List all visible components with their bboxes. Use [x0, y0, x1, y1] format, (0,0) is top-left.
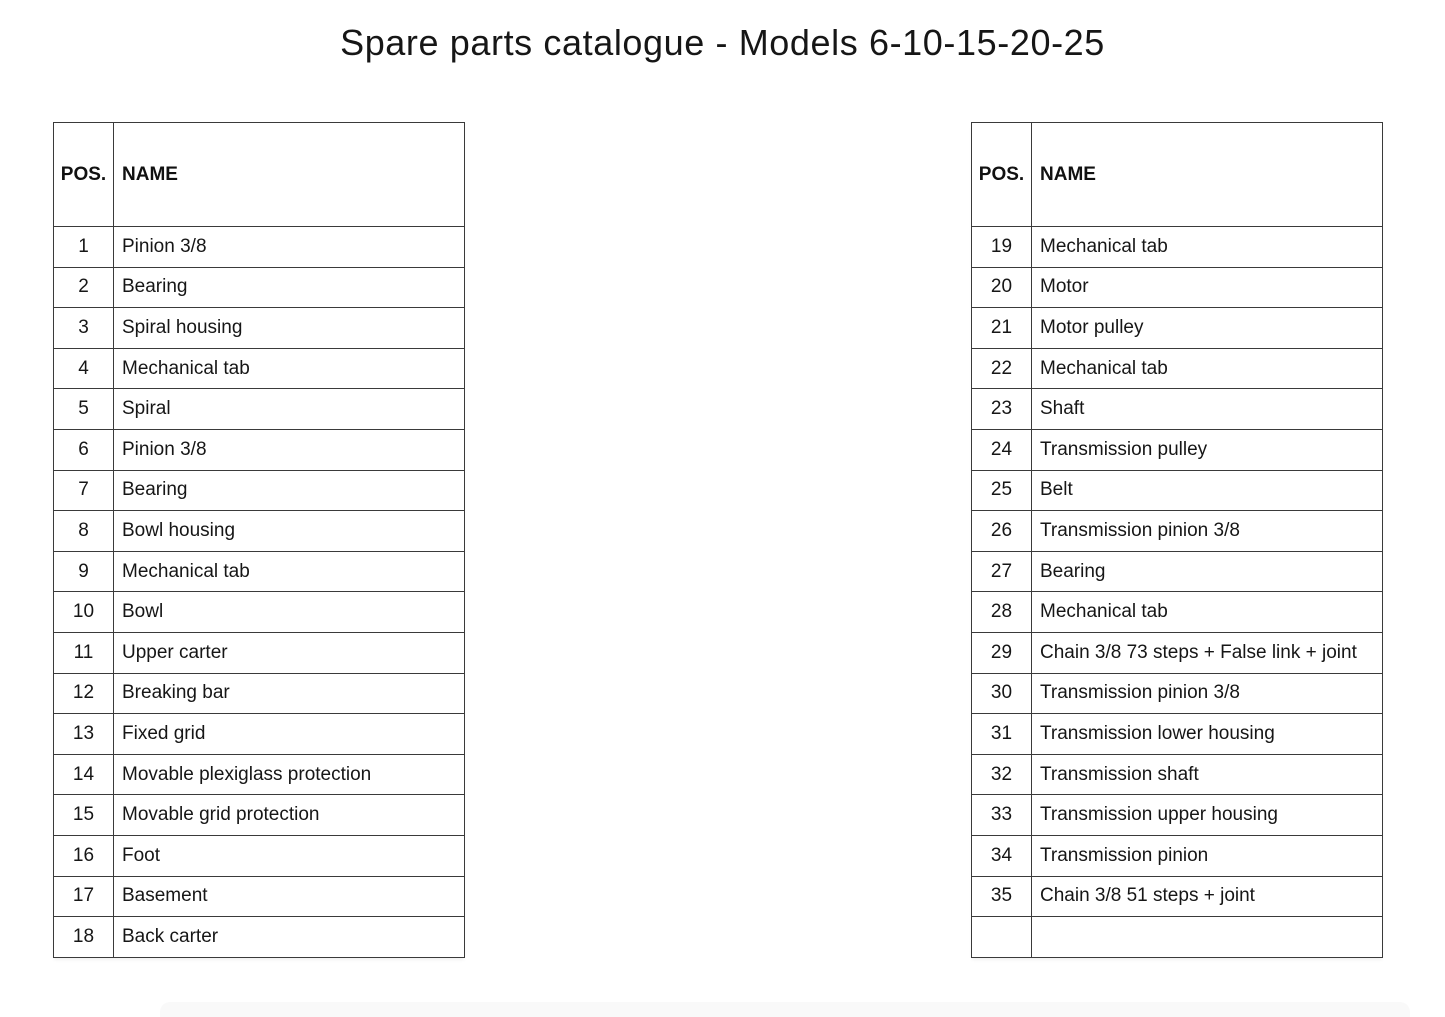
pos-cell: 17: [54, 876, 114, 917]
pos-cell: 7: [54, 470, 114, 511]
name-column-header: NAME: [114, 123, 465, 227]
table-header-row: [54, 123, 465, 227]
name-cell: Transmission shaft: [1032, 754, 1383, 795]
name-cell: Mechanical tab: [1032, 348, 1383, 389]
page-title: Spare parts catalogue - Models 6-10-15-20-25: [340, 22, 1105, 63]
table-row: [54, 267, 465, 308]
table-row: [972, 389, 1383, 430]
pos-cell: 35: [972, 876, 1032, 917]
pos-column-header: POS.: [54, 123, 114, 227]
pos-cell: 28: [972, 592, 1032, 633]
pos-cell: [972, 917, 1032, 958]
name-cell: Bowl housing: [114, 511, 465, 552]
name-cell: Bowl: [114, 592, 465, 633]
table-row: [972, 429, 1383, 470]
name-cell: Motor pulley: [1032, 308, 1383, 349]
table-row: [54, 429, 465, 470]
pos-cell: 22: [972, 348, 1032, 389]
table-row: [54, 714, 465, 755]
spare-parts-table-left: [53, 122, 465, 958]
name-cell: Spiral housing: [114, 308, 465, 349]
pos-cell: 26: [972, 511, 1032, 552]
pos-cell: 19: [972, 227, 1032, 268]
table-row: [972, 511, 1383, 552]
pos-cell: 34: [972, 835, 1032, 876]
name-cell: Motor: [1032, 267, 1383, 308]
name-cell: Spiral: [114, 389, 465, 430]
pos-cell: 8: [54, 511, 114, 552]
pos-cell: 12: [54, 673, 114, 714]
pos-cell: 16: [54, 835, 114, 876]
name-cell: Back carter: [114, 917, 465, 958]
name-cell: Bearing: [114, 470, 465, 511]
table-header-row: [972, 123, 1383, 227]
table-row: [972, 551, 1383, 592]
table-row: [972, 876, 1383, 917]
name-cell: Fixed grid: [114, 714, 465, 755]
pos-cell: 3: [54, 308, 114, 349]
pos-cell: 27: [972, 551, 1032, 592]
pos-cell: 11: [54, 632, 114, 673]
pos-cell: 2: [54, 267, 114, 308]
name-cell: Chain 3/8 51 steps + joint: [1032, 876, 1383, 917]
name-cell: Movable grid protection: [114, 795, 465, 836]
name-cell: [1032, 917, 1383, 958]
pos-cell: 18: [54, 917, 114, 958]
table-row: [972, 673, 1383, 714]
pos-cell: 25: [972, 470, 1032, 511]
pos-cell: 6: [54, 429, 114, 470]
pos-cell: 21: [972, 308, 1032, 349]
pos-cell: 15: [54, 795, 114, 836]
table-row: [972, 308, 1383, 349]
pos-cell: 23: [972, 389, 1032, 430]
name-cell: Breaking bar: [114, 673, 465, 714]
name-cell: Pinion 3/8: [114, 227, 465, 268]
table-row: [972, 795, 1383, 836]
pos-cell: 33: [972, 795, 1032, 836]
name-cell: Bearing: [114, 267, 465, 308]
table-row: [54, 389, 465, 430]
table-row: [54, 632, 465, 673]
table-row: [972, 348, 1383, 389]
table-row: [972, 227, 1383, 268]
name-cell: Pinion 3/8: [114, 429, 465, 470]
name-cell: Transmission pulley: [1032, 429, 1383, 470]
table-row: [54, 917, 465, 958]
name-cell: Mechanical tab: [1032, 592, 1383, 633]
pos-cell: 29: [972, 632, 1032, 673]
name-cell: Foot: [114, 835, 465, 876]
table-row: [54, 308, 465, 349]
name-cell: Belt: [1032, 470, 1383, 511]
pos-cell: 31: [972, 714, 1032, 755]
pos-column-header: POS.: [972, 123, 1032, 227]
page-bottom-shadow: [160, 1002, 1410, 1017]
table-row: [972, 835, 1383, 876]
name-cell: Transmission pinion 3/8: [1032, 511, 1383, 552]
table-row: [54, 835, 465, 876]
pos-cell: 10: [54, 592, 114, 633]
table-row: [54, 551, 465, 592]
name-cell: Chain 3/8 73 steps + False link + joint: [1032, 632, 1383, 673]
name-cell: Mechanical tab: [114, 348, 465, 389]
name-cell: Shaft: [1032, 389, 1383, 430]
name-cell: Transmission pinion 3/8: [1032, 673, 1383, 714]
pos-cell: 13: [54, 714, 114, 755]
name-cell: Mechanical tab: [114, 551, 465, 592]
table-row: [54, 795, 465, 836]
table-row: [972, 632, 1383, 673]
table-row: [54, 511, 465, 552]
table-row: [54, 470, 465, 511]
table-row: [972, 917, 1383, 958]
table-row: [972, 592, 1383, 633]
table-row: [54, 348, 465, 389]
pos-cell: 9: [54, 551, 114, 592]
name-cell: Transmission lower housing: [1032, 714, 1383, 755]
spare-parts-table-right: [971, 122, 1383, 958]
table-row: [54, 876, 465, 917]
table-row: [54, 227, 465, 268]
table-row: [54, 754, 465, 795]
pos-cell: 1: [54, 227, 114, 268]
pos-cell: 4: [54, 348, 114, 389]
pos-cell: 5: [54, 389, 114, 430]
name-cell: Basement: [114, 876, 465, 917]
pos-cell: 14: [54, 754, 114, 795]
name-cell: Upper carter: [114, 632, 465, 673]
name-cell: Transmission pinion: [1032, 835, 1383, 876]
table-row: [972, 267, 1383, 308]
name-cell: Bearing: [1032, 551, 1383, 592]
table-row: [972, 470, 1383, 511]
pos-cell: 20: [972, 267, 1032, 308]
table-row: [54, 673, 465, 714]
pos-cell: 32: [972, 754, 1032, 795]
table-row: [972, 754, 1383, 795]
name-cell: Movable plexiglass protection: [114, 754, 465, 795]
name-column-header: NAME: [1032, 123, 1383, 227]
pos-cell: 30: [972, 673, 1032, 714]
name-cell: Mechanical tab: [1032, 227, 1383, 268]
pos-cell: 24: [972, 429, 1032, 470]
name-cell: Transmission upper housing: [1032, 795, 1383, 836]
table-row: [54, 592, 465, 633]
table-row: [972, 714, 1383, 755]
